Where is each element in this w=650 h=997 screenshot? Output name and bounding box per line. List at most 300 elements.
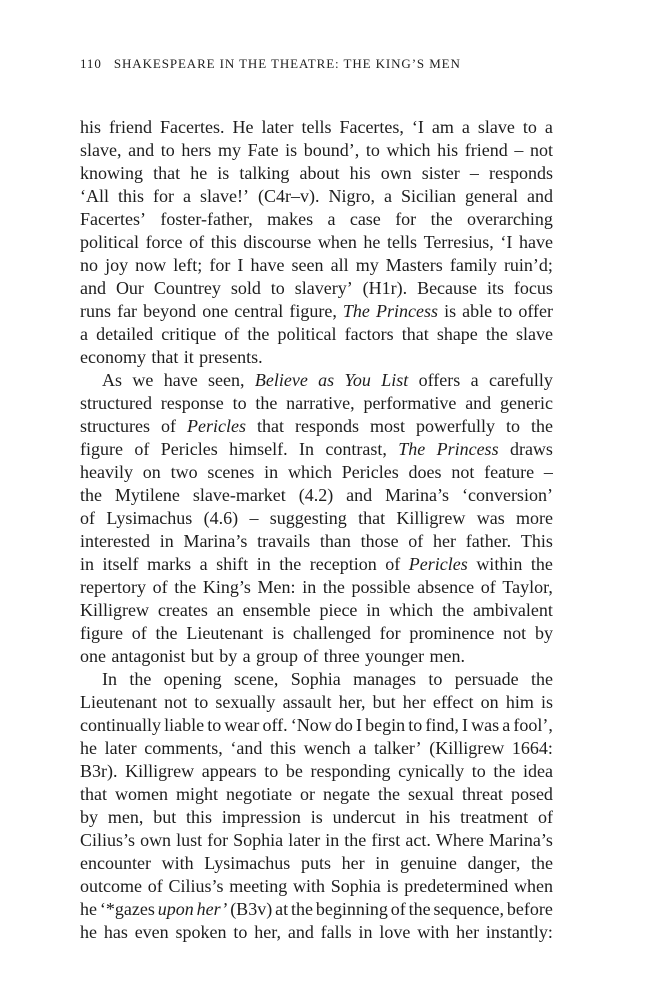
- word: her,: [254, 922, 281, 942]
- word: Nigro,: [328, 186, 375, 206]
- word: narrative,: [286, 393, 355, 413]
- word: ambivalent: [472, 600, 553, 620]
- word: for: [209, 255, 231, 275]
- word: tells: [387, 232, 417, 252]
- word: her: [341, 853, 365, 873]
- word: the: [493, 761, 516, 781]
- word: Lysimachus: [204, 853, 291, 873]
- word: possible: [351, 577, 411, 597]
- word: repertory: [80, 577, 146, 597]
- word: general: [465, 186, 518, 206]
- word: in: [375, 853, 390, 873]
- text-line: [80, 369, 553, 392]
- word: The: [398, 439, 426, 459]
- word: focus: [513, 278, 553, 298]
- word: upon: [157, 899, 194, 919]
- word: factors: [344, 324, 394, 344]
- text-line: [80, 300, 553, 323]
- word: the: [408, 899, 431, 919]
- word: of: [131, 623, 147, 643]
- word: creates: [157, 600, 208, 620]
- text-line: [80, 599, 553, 622]
- word: ‘I: [500, 232, 513, 252]
- word: has: [103, 922, 128, 942]
- word: economy: [80, 347, 146, 367]
- word: threat: [461, 784, 503, 804]
- body-text: [80, 116, 553, 944]
- word: treatment: [460, 807, 529, 827]
- word: negate: [323, 784, 370, 804]
- word: ‘All: [80, 186, 109, 206]
- word: have: [518, 232, 553, 252]
- word: to: [365, 140, 380, 160]
- word: beginning: [315, 899, 388, 919]
- word: a: [183, 186, 192, 206]
- word: Sophia: [233, 830, 284, 850]
- word: that: [401, 324, 429, 344]
- word: effect: [432, 692, 474, 712]
- word: the: [485, 324, 508, 344]
- word: to: [160, 140, 175, 160]
- word: fool’,: [513, 715, 553, 735]
- word: the: [129, 669, 152, 689]
- word: the: [530, 416, 553, 436]
- word: one: [80, 646, 106, 666]
- word: not: [451, 462, 475, 482]
- word: in: [366, 600, 381, 620]
- word: Countrey: [153, 278, 221, 298]
- text-line: [80, 438, 553, 461]
- word: powerfully: [415, 416, 495, 436]
- word: when: [514, 876, 553, 896]
- word: Mytilene: [114, 485, 180, 505]
- word: begin: [365, 715, 406, 735]
- word: bound’,: [303, 140, 360, 160]
- word: Marina’s: [183, 531, 248, 551]
- word: liable: [164, 715, 205, 735]
- word: overarching: [466, 209, 553, 229]
- word: ‘and: [230, 738, 263, 758]
- word: Pericles: [160, 439, 218, 459]
- word: opening: [163, 669, 222, 689]
- word: offer: [518, 301, 553, 321]
- word: sold: [230, 278, 261, 298]
- word: and: [287, 922, 314, 942]
- word: runs: [80, 301, 111, 321]
- word: sequence,: [433, 899, 504, 919]
- word: Killigrew: [80, 600, 149, 620]
- word: and: [465, 393, 492, 413]
- word: with: [293, 876, 326, 896]
- word: to: [270, 278, 285, 298]
- text-line: [80, 714, 553, 737]
- word: first: [371, 830, 401, 850]
- word: outcome: [80, 876, 142, 896]
- word: interested: [80, 531, 150, 551]
- text-line: [80, 484, 553, 507]
- word: able: [462, 301, 493, 321]
- word: Fate: [247, 140, 279, 160]
- text-line: [80, 806, 553, 829]
- word: with: [417, 922, 450, 942]
- word: critique: [161, 324, 217, 344]
- word: lust: [176, 830, 203, 850]
- word: my: [355, 255, 379, 275]
- word: in: [264, 462, 279, 482]
- word: cynically: [398, 761, 465, 781]
- word: Facertes.: [160, 117, 225, 137]
- text-line: [80, 760, 553, 783]
- word: or: [300, 784, 315, 804]
- word: persuade: [454, 669, 519, 689]
- word: wear: [224, 715, 260, 735]
- word: slave-market: [192, 485, 286, 505]
- word: slave: [516, 324, 553, 344]
- word: her: [433, 531, 456, 551]
- word: ‘*gazes: [99, 899, 155, 919]
- word: his: [80, 117, 102, 137]
- word: Facertes’: [80, 209, 146, 229]
- text-line: [80, 392, 553, 415]
- word: the: [155, 623, 178, 643]
- word: have: [163, 370, 198, 390]
- word: responds: [488, 163, 553, 183]
- word: response: [160, 393, 224, 413]
- word: meeting: [229, 876, 288, 896]
- word: group: [255, 646, 298, 666]
- word: on: [480, 692, 499, 712]
- word: Marina’s: [488, 830, 553, 850]
- word: but: [372, 692, 396, 712]
- word: family: [449, 255, 497, 275]
- word: encounter: [80, 853, 151, 873]
- word: which: [386, 140, 431, 160]
- word: puts: [300, 853, 331, 873]
- word: and: [526, 186, 553, 206]
- word: the: [442, 600, 465, 620]
- word: this: [186, 807, 213, 827]
- word: off.: [262, 715, 288, 735]
- word: to: [505, 416, 520, 436]
- word: a: [199, 554, 208, 574]
- word: of: [80, 508, 95, 528]
- word: This: [520, 531, 553, 551]
- word: is: [272, 623, 285, 643]
- text-line: [80, 645, 553, 668]
- word: predetermined: [404, 876, 509, 896]
- word: feature: [484, 462, 535, 482]
- word: that: [80, 784, 107, 804]
- word: central: [234, 301, 284, 321]
- text-line: [80, 898, 553, 921]
- text-line: [80, 185, 553, 208]
- word: Cilius’s: [80, 830, 136, 850]
- word: You: [344, 370, 371, 390]
- word: friend: [464, 140, 508, 160]
- word: does: [408, 462, 442, 482]
- word: and: [346, 485, 373, 505]
- word: tells: [301, 117, 332, 137]
- word: genuine: [399, 853, 457, 873]
- word: of: [480, 577, 496, 597]
- word: marks: [147, 554, 192, 574]
- word: shift: [216, 554, 249, 574]
- word: the: [247, 324, 270, 344]
- page-number: 110: [80, 56, 102, 71]
- word: –: [543, 462, 553, 482]
- word: no: [80, 255, 98, 275]
- word: falls: [320, 922, 352, 942]
- word: spoken: [175, 922, 227, 942]
- word: her: [456, 922, 480, 942]
- word: ‘conversion’: [461, 485, 553, 505]
- word: Pericles: [341, 462, 399, 482]
- text-line: [80, 921, 553, 944]
- word: is: [386, 876, 399, 896]
- word: heavily: [80, 462, 133, 482]
- word: in: [159, 531, 174, 551]
- word: be: [285, 761, 303, 781]
- word: Sicilian: [401, 186, 456, 206]
- text-line: [80, 162, 553, 185]
- word: is: [444, 301, 457, 321]
- word: piece: [319, 600, 358, 620]
- text-line: [80, 139, 553, 162]
- word: to: [498, 301, 513, 321]
- text-line: [80, 691, 553, 714]
- text-line: [80, 668, 553, 691]
- text-line: [80, 507, 553, 530]
- word: an: [216, 600, 234, 620]
- word: later: [261, 117, 294, 137]
- word: to: [232, 393, 247, 413]
- word: ‘Now: [290, 715, 332, 735]
- word: to: [471, 761, 486, 781]
- word: (4.2): [298, 485, 334, 505]
- word: but: [153, 807, 177, 827]
- word: might: [176, 784, 219, 804]
- word: continually: [80, 715, 161, 735]
- word: The: [342, 301, 370, 321]
- text-line: [80, 254, 553, 277]
- word: the: [530, 554, 553, 574]
- word: of: [160, 416, 176, 436]
- word: within: [476, 554, 523, 574]
- word: In: [102, 669, 117, 689]
- text-line: [80, 622, 553, 645]
- word: slave: [477, 117, 515, 137]
- word: a: [358, 738, 367, 758]
- word: I: [462, 715, 469, 735]
- word: Pericles: [186, 416, 246, 436]
- word: figure: [80, 439, 123, 459]
- word: knowing: [80, 163, 143, 183]
- word: but: [190, 646, 214, 666]
- word: three: [323, 646, 360, 666]
- word: draws: [509, 439, 553, 459]
- word: of: [189, 232, 205, 252]
- word: slavery’: [294, 278, 353, 298]
- word: King’s: [202, 577, 251, 597]
- word: to: [264, 761, 279, 781]
- word: –: [514, 140, 524, 160]
- word: posed: [510, 784, 553, 804]
- word: in: [325, 830, 340, 850]
- word: for: [379, 623, 401, 643]
- word: as: [318, 370, 335, 390]
- word: of: [224, 324, 240, 344]
- word: by: [80, 807, 98, 827]
- word: Lieutenant: [80, 692, 157, 712]
- word: responding: [310, 761, 391, 781]
- word: political: [277, 324, 337, 344]
- word: comments,: [144, 738, 223, 758]
- word: the: [531, 853, 553, 873]
- word: (C4r–v).: [258, 186, 320, 206]
- word: do: [334, 715, 353, 735]
- word: suggesting: [269, 508, 347, 528]
- word: detailed: [96, 324, 154, 344]
- word: political: [80, 232, 139, 252]
- text-line: [80, 277, 553, 300]
- word: sexually: [215, 692, 276, 712]
- word: own: [380, 163, 412, 183]
- word: was: [471, 715, 500, 735]
- word: presents.: [199, 347, 263, 367]
- word: (Killigrew: [429, 738, 505, 758]
- word: for: [207, 830, 229, 850]
- word: is: [285, 140, 298, 160]
- word: a: [327, 209, 336, 229]
- word: ruin’d;: [503, 255, 553, 275]
- word: wench: [303, 738, 351, 758]
- word: of: [385, 554, 401, 574]
- word: he: [80, 899, 97, 919]
- word: Terresius,: [423, 232, 494, 252]
- word: sister: [421, 163, 460, 183]
- word: have: [250, 255, 285, 275]
- word: when: [317, 232, 357, 252]
- word: As: [102, 370, 123, 390]
- word: Men:: [257, 577, 296, 597]
- word: assault: [282, 692, 332, 712]
- word: Taylor,: [502, 577, 553, 597]
- word: antagonist: [111, 646, 186, 666]
- word: case: [349, 209, 381, 229]
- word: more: [516, 508, 553, 528]
- text-line: [80, 415, 553, 438]
- word: of: [147, 876, 163, 896]
- word: those: [360, 531, 399, 551]
- word: Princess: [436, 439, 499, 459]
- word: scene,: [233, 669, 279, 689]
- word: Lieutenant: [186, 623, 264, 643]
- word: it: [183, 347, 194, 367]
- word: the: [322, 577, 345, 597]
- word: Sophia: [330, 876, 381, 896]
- word: later: [288, 830, 321, 850]
- text-line: [80, 323, 553, 346]
- word: he: [80, 922, 97, 942]
- word: friend: [109, 117, 152, 137]
- word: (4.6): [203, 508, 239, 528]
- word: am: [431, 117, 454, 137]
- word: 1664:: [511, 738, 553, 758]
- word: of: [408, 531, 424, 551]
- word: her’: [196, 899, 228, 919]
- word: seen,: [208, 370, 245, 390]
- word: (B3v): [230, 899, 273, 919]
- word: one: [202, 301, 229, 321]
- word: ensemble: [242, 600, 311, 620]
- word: a: [384, 186, 392, 206]
- word: prominence: [409, 623, 495, 643]
- word: that: [358, 508, 386, 528]
- word: her: [402, 692, 426, 712]
- word: now: [135, 255, 167, 275]
- running-head: [80, 56, 580, 72]
- word: foster-father,: [160, 209, 253, 229]
- word: carefully: [488, 370, 553, 390]
- word: which: [287, 462, 332, 482]
- text-line: [80, 829, 553, 852]
- word: the: [530, 669, 553, 689]
- word: the: [279, 554, 302, 574]
- word: at: [275, 899, 289, 919]
- word: the: [377, 784, 400, 804]
- word: offers: [418, 370, 461, 390]
- word: of: [390, 899, 406, 919]
- text-line: [80, 346, 553, 369]
- word: seen: [291, 255, 324, 275]
- word: absence: [417, 577, 475, 597]
- word: is: [540, 692, 553, 712]
- word: find,: [425, 715, 459, 735]
- word: the: [80, 485, 102, 505]
- word: figure,: [289, 301, 337, 321]
- word: reception: [309, 554, 377, 574]
- word: in: [302, 577, 317, 597]
- word: joy: [105, 255, 129, 275]
- text-line: [80, 231, 553, 254]
- word: left;: [173, 255, 203, 275]
- text-line: [80, 852, 553, 875]
- word: idea: [522, 761, 553, 781]
- text-line: [80, 208, 553, 231]
- word: (H1r).: [362, 278, 408, 298]
- word: this: [270, 738, 297, 758]
- word: not: [164, 692, 188, 712]
- word: structures: [80, 416, 150, 436]
- text-line: [80, 737, 553, 760]
- word: of: [303, 646, 319, 666]
- word: travails: [257, 531, 311, 551]
- word: Marina’s: [385, 485, 450, 505]
- word: far: [117, 301, 138, 321]
- word: in: [358, 922, 373, 942]
- word: by: [534, 623, 553, 643]
- word: slave!’: [200, 186, 249, 206]
- word: Facertes,: [339, 117, 404, 137]
- word: He: [232, 117, 254, 137]
- text-line: [80, 553, 553, 576]
- word: a: [80, 324, 88, 344]
- word: in: [80, 554, 95, 574]
- word: talking: [239, 163, 290, 183]
- word: is: [217, 163, 230, 183]
- word: the: [430, 209, 453, 229]
- word: his: [429, 807, 451, 827]
